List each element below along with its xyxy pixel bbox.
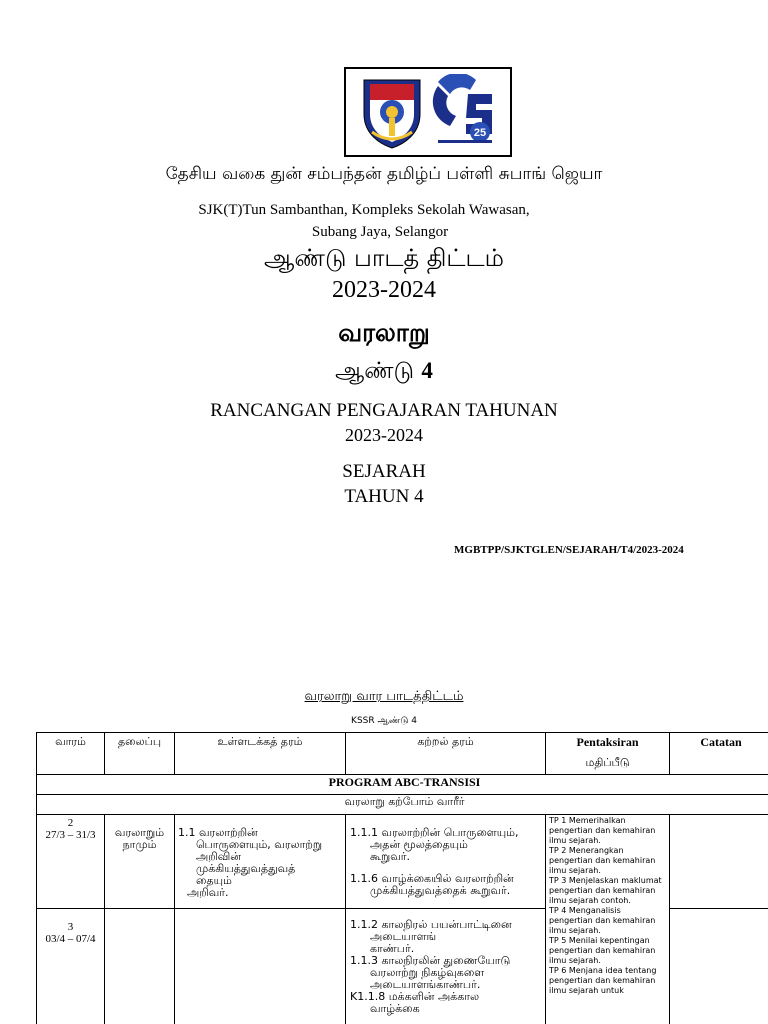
- learning-line: வரலாற்று நிகழ்வுகளை: [370, 966, 485, 979]
- col-header-assessment: [546, 733, 670, 775]
- tp-line: pengertian dan kemahiran: [549, 976, 656, 985]
- tp-line: ilmu sejarah.: [549, 866, 601, 875]
- content-standard-cell: [175, 815, 346, 909]
- week-cell: [37, 815, 105, 909]
- tp-line: ilmu sejarah.: [549, 956, 601, 965]
- grade-title-tamil: [0, 358, 768, 387]
- learning-line: அடையாளங்: [370, 930, 437, 943]
- content-standard-cell: [175, 909, 346, 1024]
- school-crest-icon: [360, 74, 424, 150]
- learning-standard-cell: [346, 815, 546, 909]
- tp-line: ilmu sejarah.: [549, 926, 601, 935]
- learning-line: 1.1.2 காலநிரல் பயன்பாட்டினை: [350, 918, 512, 931]
- content-line: தையும்: [196, 874, 232, 887]
- learning-line: காண்பர்.: [370, 942, 415, 955]
- col-header-content-standard: உள்ளடக்கத் தரம்: [175, 733, 346, 775]
- learning-line: அதன் மூலத்தையும்: [370, 838, 468, 851]
- weekly-plan-table: [36, 732, 768, 1024]
- learning-line: கூறுவர்.: [370, 850, 410, 863]
- tp-line: pengertian dan kemahiran: [549, 826, 656, 835]
- tp-line: ilmu sejarah untuk: [549, 986, 624, 995]
- content-line: 1.1 வரலாற்றின்: [178, 826, 258, 839]
- tp-line: ilmu sejarah contoh.: [549, 896, 631, 905]
- grade-number: 4: [421, 358, 433, 383]
- learning-line: 1.1.1 வரலாற்றின் பொருளையும்,: [350, 826, 519, 839]
- learning-standard-cell: [346, 909, 546, 1024]
- week-dates: 03/4 – 07/4: [45, 933, 96, 945]
- topic-line: நாமும்: [122, 838, 157, 851]
- assessment-label: Pentaksiran: [576, 735, 639, 749]
- table-subtitle: KSSR ஆண்டு 4: [351, 716, 417, 726]
- week-number: 2: [67, 817, 74, 829]
- learning-line: 1.1.6 வாழ்க்கையில் வரலாற்றின்: [350, 872, 514, 885]
- table-header-row: [37, 733, 768, 775]
- assessment-cell: [546, 815, 670, 1024]
- section-band-row: [37, 795, 768, 815]
- svg-text:25: 25: [473, 127, 487, 139]
- grade-title-malay: TAHUN 4: [344, 486, 424, 507]
- learning-line: K1.1.8 மக்களின் அக்கால: [350, 990, 480, 1003]
- table-row: [37, 815, 768, 909]
- tp-line: TP 5 Menilai kepentingan: [549, 936, 650, 945]
- content-line: பொருளையும், வரலாற்று: [196, 838, 323, 851]
- tp-line: TP 4 Menganalisis: [549, 906, 621, 915]
- tp-line: pengertian dan kemahiran: [549, 916, 656, 925]
- learning-line: முக்கியத்துவத்தைக் கூறுவர்.: [370, 884, 511, 897]
- school-name-tamil: தேசிய வகை துன் சம்பந்தன் தமிழ்ப் பள்ளி சுபாங் ஜெயா: [165, 164, 603, 184]
- table-title: வரலாறு வார பாடத்திட்டம்: [304, 689, 464, 704]
- learning-line: அடையாளங்காண்பர்.: [370, 978, 481, 991]
- col-header-topic: தலைப்பு: [105, 733, 175, 775]
- anniversary-25-icon: [432, 74, 496, 150]
- reference-code: MGBTPP/SJKTGLEN/SEJARAH/T4/2023-2024: [454, 544, 684, 556]
- address-line-1: SJK(T)Tun Sambanthan, Kompleks Sekolah Wawasan,: [198, 202, 530, 218]
- tp-line: TP 1 Memerihalkan: [549, 816, 626, 825]
- year-range-2: 2023-2024: [345, 425, 423, 445]
- program-band-row: [37, 775, 768, 795]
- col-header-week: வாரம்: [37, 733, 105, 775]
- tp-line: TP 6 Menjana idea tentang: [549, 966, 657, 975]
- subject-title-malay: SEJARAH: [342, 461, 426, 482]
- content-line: அறிவர்.: [187, 886, 229, 899]
- address-line-2: Subang Jaya, Selangor: [311, 224, 449, 240]
- year-range: 2023-2024: [332, 277, 436, 303]
- learning-line: வாழ்க்கை: [370, 1002, 420, 1015]
- content-line: அறிவின்: [196, 850, 241, 863]
- section-band: வரலாறு கற்போம் வாரீர்: [37, 795, 768, 815]
- week-dates: 27/3 – 31/3: [45, 829, 96, 841]
- learning-line: 1.1.3 காலநிரலின் துணையோடு: [350, 954, 511, 967]
- notes-cell: [670, 815, 768, 909]
- col-header-notes: Catatan: [670, 733, 768, 775]
- tp-line: pengertian dan kemahiran: [549, 946, 656, 955]
- plan-title-tamil: ஆண்டு பாடத் திட்டம்: [264, 244, 504, 272]
- col-header-learning-standard: கற்றல் தரம்: [346, 733, 546, 775]
- tp-line: pengertian dan kemahiran: [549, 886, 656, 895]
- week-cell: [37, 909, 105, 1024]
- topic-cell: [105, 815, 175, 909]
- plan-title-malay: RANCANGAN PENGAJARAN TAHUNAN: [210, 400, 558, 421]
- assessment-label-tamil: மதிப்பீடு: [585, 756, 630, 769]
- tp-line: TP 3 Menjelaskan maklumat: [549, 876, 662, 885]
- content-line: முக்கியத்துவத்துவத்: [196, 862, 296, 875]
- tp-line: pengertian dan kemahiran: [549, 856, 656, 865]
- tp-line: TP 2 Menerangkan: [549, 846, 624, 855]
- subject-title-tamil: வரலாறு: [338, 318, 430, 347]
- program-band: PROGRAM ABC-TRANSISI: [37, 775, 768, 795]
- topic-cell: [105, 909, 175, 1024]
- topic-line: வரலாறும்: [114, 826, 165, 839]
- grade-word: ஆண்டு: [335, 358, 415, 384]
- notes-cell: [670, 909, 768, 1024]
- tp-line: ilmu sejarah.: [549, 836, 601, 845]
- school-logo-box: [344, 67, 512, 157]
- week-number: 3: [67, 921, 74, 933]
